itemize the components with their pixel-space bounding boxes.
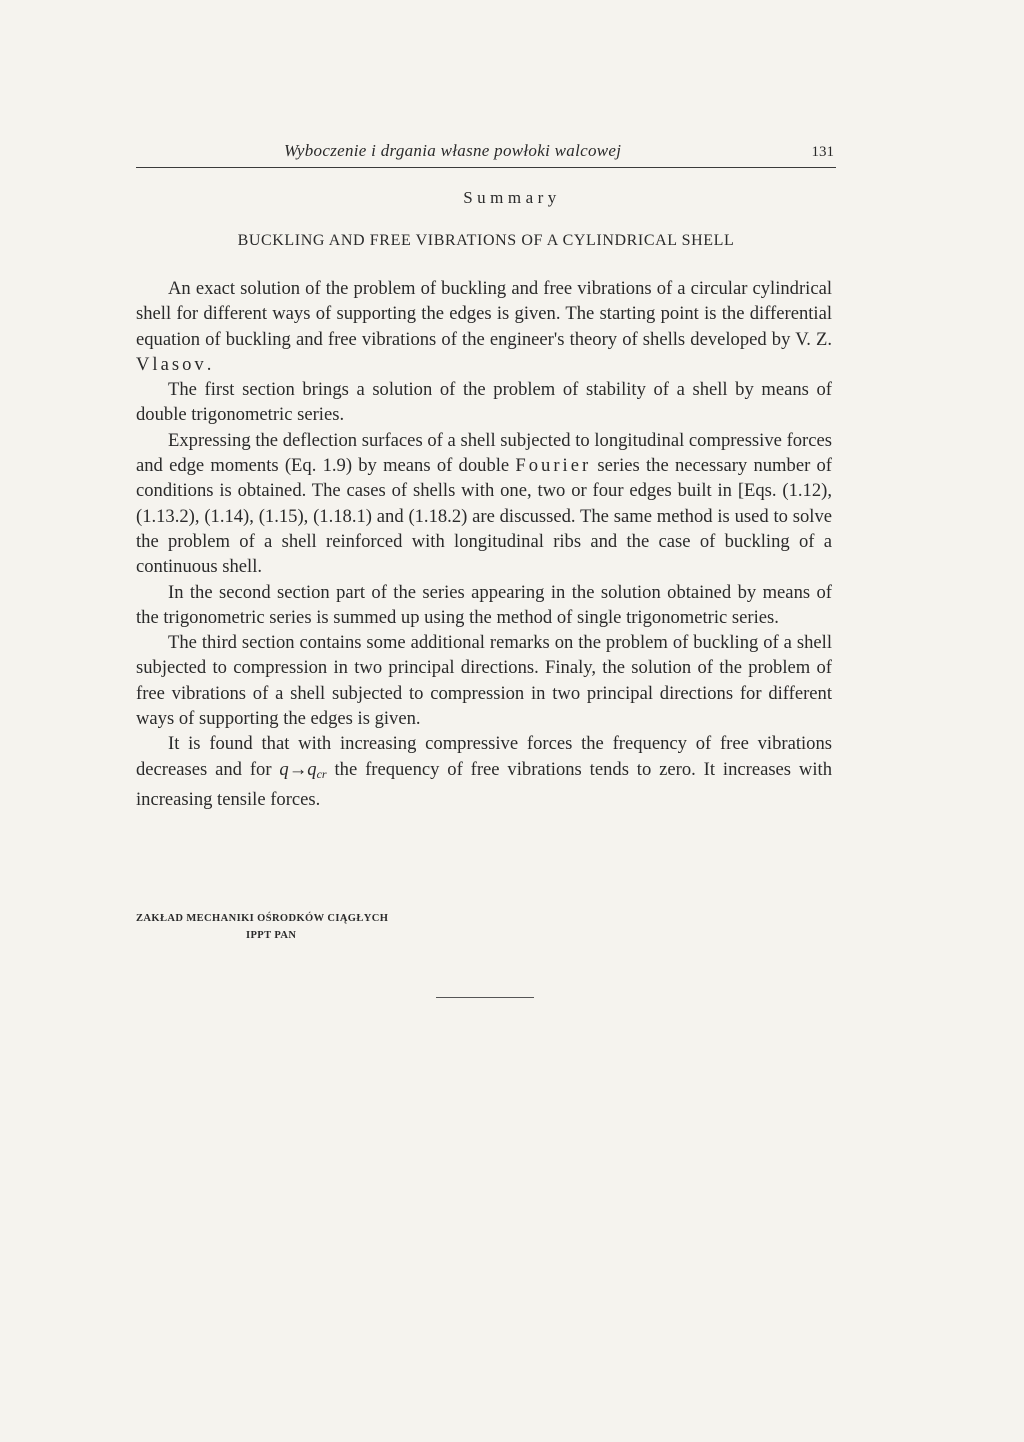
affiliation <box>136 910 466 944</box>
paragraph-5: The third section contains some additional remarks on the problem of buckling of a shell subjected to compression in two principal directions. Finaly, the solution of the problem of free vibrations of a shell subjected to compression in two principal directions for different ways of supporting the edges is given. <box>136 632 832 730</box>
paragraph-6: It is found that with increasing compressive forces the frequency of free vibrations decreases and for $q\to q_{cr}$ the frequency of free vibrations tends to zero. It increases with increasing tensile forces. <box>136 733 832 810</box>
summary-heading: Summary <box>463 188 561 207</box>
affiliation-line-1: ZAKŁAD MECHANIKI OŚRODKÓW CIĄGŁYCH <box>136 913 389 924</box>
page-number: 131 <box>811 144 834 160</box>
page-header <box>136 141 836 168</box>
affiliation-line-2: IPPT PAN <box>246 930 297 941</box>
summary-body <box>136 276 832 812</box>
paragraph-2: The first section brings a solution of the problem of stability of a shell by means of double trigonometric series. <box>136 379 832 426</box>
author-name-fourier: Fourier <box>515 455 592 477</box>
math-q-to-qcr: $q\to q_{cr}$ <box>279 758 327 781</box>
paragraph-4: In the second section part of the series appearing in the solution obtained by means of the trigonometric series is summed up using the method of single trigonometric series. <box>136 581 832 628</box>
paragraph-3: Expressing the deflection surfaces of a shell subjected to longitudinal compressive forces and edge moments (Eq. 1.9) by means of double Fourier series the necessary number of conditions is obtained. The cases of shells with one, two or four edges built in [Eqs. (1.12), (1.13.2), (1.14), (1.15), (1.18.1) and (1.18.2) are discussed. The same method is used to solve the problem of a shell reinforced with longitudinal ribs and the case of buckling of a continuous shell. <box>136 429 832 578</box>
running-title: Wyboczenie i drgania własne powłoki walcowej <box>284 141 622 160</box>
author-name-vlasov: Vlasov <box>136 353 207 375</box>
paragraph-1: An exact solution of the problem of buckling and free vibrations of a circular cylindrical shell for different ways of supporting the edges is given. The starting point is the differential equation of buckling and free vibrations of the engineer's theory of shells developed by V. Z. Vlasov. <box>136 278 832 375</box>
article-title: BUCKLING AND FREE VIBRATIONS OF A CYLINDRICAL SHELL <box>237 232 735 249</box>
end-rule <box>436 997 534 998</box>
